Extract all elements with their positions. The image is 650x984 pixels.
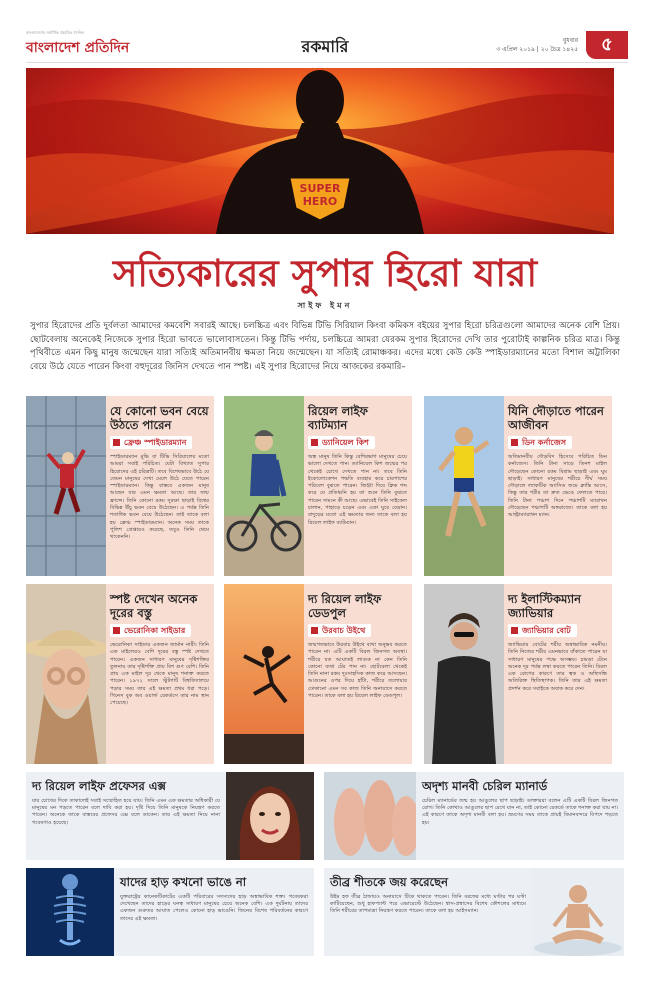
- woman-portrait-photo: [226, 772, 314, 860]
- woman-binocular-hands-photo: [26, 584, 106, 764]
- strip-text: চেরিল ম্যানার্ডের জন্ম হয় আঙুলের ছাপ ছাড়াই। ডাক্তাররা বলেন এটি একটি বিরল জিনগত রোগ। তিনি কোথাও আঙুলের ছাপ রেখে যান না, তাই কোনো রেকর্ডে তাকে শনাক্ত করা যায় না। এই কারণে তাকে অদৃশ্য মানবী বলা হয়। ভ্রমণের সময় তাকে প্রায়ই বিমানবন্দরে বিপদে পড়তে হয়।: [422, 798, 618, 826]
- card-tag: উরবাচ উইথে: [308, 624, 371, 637]
- fingertips-photo: [324, 772, 416, 860]
- article-byline: সাইফ ইমন: [297, 301, 353, 310]
- card-text: জ্যাভিয়ার বোটের শরীর অস্বাভাবিক নমনীয়। তিনি নিজের শরীর এমনভাবে বাঁকাতে পারেন যা সাধারণ মানুষের পক্ষে অসম্ভব। চামড়া টেনে অনেক দূর পর্যন্ত লম্বা করতে পারেন তিনি। বিরল এক রোগের কারণে তার ত্বক ও অস্থিসন্ধি অতিরিক্ত স্থিতিস্থাপক। তিনি তার এই ক্ষমতা প্রদর্শন করে সবাইকে অবাক করে দেন।: [508, 642, 607, 692]
- skeleton-xray-photo: [26, 868, 114, 956]
- card-text: স্পাইডারম্যান মুভি বা টিভি সিরিয়ালের মতো আমরা সবাই পরিচিত। যেটা বিখ্যাত সুপার হিরোদের এই চরিত্রটি। তবে বিশেষভাবে উঠে যে তেমন মানুষের দেখা মেলে উঠে যেতে পারেন স্পাইডারম্যান। কিন্তু বাস্তবে একজন মানুষ আছেন যার এমন ক্ষমতা আছে। তার জন্ম ফ্রান্সে। তিনি কোনো রকম সুরক্ষা ছাড়াই বিশ্বের বিভিন্ন উঁচু ভবন বেয়ে উঠেছেন। এ পর্যন্ত তিনি শতাধিক ভবন বেয়ে উঠেছেন। তাই তাকে বলা হয় ফ্রেঞ্চ স্পাইডারম্যান। অনেক সময় তাকে পুলিশ গ্রেপ্তারও করেছে, তবুও তিনি থেমে থাকেননি।: [110, 454, 209, 541]
- card-title: রিয়েল লাইফ ব্যাটম্যান: [308, 404, 368, 432]
- date-line: [496, 36, 578, 54]
- day-label: বুধবার: [562, 37, 578, 44]
- card-title: দ্য রিয়েল লাইফ ডেডপুল: [308, 592, 382, 620]
- strip-title: যাদের হাড় কখনো ভাঙে না: [120, 875, 247, 889]
- card-text: অতিমানবীয় দৌড়বিদ হিসেবে পরিচিত ডিন কর্নাজেস। তিনি টানা সাড়ে তিনশ মাইল দৌড়েছেন কোনো রকম বিশ্রাম ছাড়াই এবং ঘুম ছাড়াই। সাধারণ মানুষের শরীরে দীর্ঘ সময় দৌড়ালে ল্যাকটিক অ্যাসিড জমে ক্লান্তি আসে, কিন্তু তার শরীর তা দ্রুত ভেঙে ফেলতে পারে। তিনি টানা পঞ্চাশ দিনে পঞ্চাশটি ম্যারাথন দৌড়েছেন পঞ্চাশটি অঙ্গরাজ্যে। তাকে বলা হয় আল্ট্রাম্যারাথন ম্যান।: [508, 454, 607, 519]
- section-title: রকমারি: [301, 37, 349, 56]
- strip-professor-x: [26, 772, 314, 860]
- masthead: [0, 0, 650, 66]
- logo-tagline: বাংলাদেশের সর্বাধিক প্রচারিত দৈনিক: [26, 30, 84, 35]
- runner-photo: [424, 396, 504, 576]
- hero-badge-line2: HERO: [302, 195, 338, 208]
- meditating-man-photo: [532, 868, 624, 956]
- feature-card-runner: [424, 396, 612, 576]
- strip-text: উইম হফ তীব্র ঠান্ডায়ও অনায়াসে টিকে থাকতে পারেন। তিনি বরফের মধ্যে ঘণ্টার পর ঘণ্টা কাটিয়েছেন, শুধু হাফপ্যান্ট পরে এভারেস্টে উঠেছেন। শ্বাস-প্রশ্বাসের বিশেষ কৌশলের মাধ্যমে তিনি শরীরের তাপমাত্রা নিয়ন্ত্রণ করতে পারেন। তাকে বলা হয় আইসম্যান।: [330, 894, 526, 915]
- strip-cheryl: [324, 772, 624, 860]
- card-title: স্পষ্ট দেখেন অনেক দূরের বস্তু: [110, 592, 198, 620]
- strip-title: দ্য রিয়েল লাইফ প্রফেসর এক্স: [32, 779, 166, 793]
- man-portrait-photo: [424, 584, 504, 764]
- superhero-illustration: [26, 68, 614, 234]
- card-tag: ভেরোনিকা সাইডার: [110, 624, 191, 637]
- strip-text: যার চোখের দিকে তাকালেই সবাই সম্মোহিত হয়ে যায়। তিনি এমন এক ক্ষমতার অধিকারী যে মানুষের মন পড়তে পারেন বলে দাবি করা হয়। দৃষ্টি দিয়ে তিনি মানুষকে নিয়ন্ত্রণ করতে পারেন। অনেকে তাকে বাস্তবের প্রফেসর এক্স বলে ডাকেন। তার এই ক্ষমতা নিয়ে নানা গবেষণাও হয়েছে।: [32, 798, 220, 826]
- card-text: জন্মগতভাবে উরবাচ উইথে ব্যথা অনুভব করতে পারেন না। এটি একটি বিরল জিনগত অবস্থা। শরীরে যত আঘাতই লাগুক না কেন তিনি কোনো ব্যথা টের পান না। ছোটবেলা থেকেই তিনি নানা রকম দুঃসাহসিক কাজ করে আসছেন। আগুনের ওপর দিয়ে হাঁটা, শরীরে তলোয়ার ঢোকানো এমন সব কাজ তিনি অনায়াসে করতে পারেন। তাকে বলা হয় রিয়েল লাইফ ডেডপুল।: [308, 642, 407, 700]
- card-text: অন্ধ মানুষ তিনি কিন্তু বেশিরভাগ মানুষের চেয়ে ভালো দেখতে পান। ড্যানিয়েল কিশ জন্মের পর থেকেই চোখে দেখতে পান না। তবে তিনি ইকোলোকেশন পদ্ধতি ব্যবহার করে চারপাশের পরিবেশ বুঝতে পারেন। জিহ্বা দিয়ে ক্লিক শব্দ করে যে প্রতিধ্বনি হয় তা শুনে তিনি বুঝতে পারেন সামনে কী আছে। এভাবেই তিনি সাইকেল চালান, পাহাড়ে চড়েন এবং একা ঘুরে বেড়ান। বাদুড়ের মতো এই ক্ষমতার জন্য তাকে বলা হয় রিয়েল লাইফ ব্যাটম্যান।: [308, 454, 407, 526]
- strip-title: অদৃশ্য মানবী চেরিল ম্যানার্ড: [422, 779, 548, 793]
- feature-card-batman: [224, 396, 412, 576]
- article-headline: সত্যিকারের সুপার হিরো যারা: [112, 251, 538, 295]
- card-tag: জ্যাভিয়ার বোট: [508, 624, 577, 637]
- header-divider: [26, 62, 628, 63]
- card-title: যে কোনো ভবন বেয়ে উঠতে পারেন: [110, 404, 209, 432]
- strip-title: তীব্র শীতকে জয় করেছেন: [330, 875, 449, 889]
- feature-card-vision: [26, 584, 214, 764]
- card-tag: ড্যানিয়েল কিশ: [308, 436, 375, 449]
- page-number-badge: ৫: [586, 31, 628, 59]
- card-text: ভেরোনিকা সাইডার একজন জার্মান নারী। তিনি এক মাইলেরও বেশি দূরের বস্তু স্পষ্ট দেখতে পারেন। একজন সাধারণ মানুষের দৃষ্টিশক্তির তুলনায় তার দৃষ্টিশক্তি প্রায় বিশ গুণ বেশি। তিনি প্রায় এক মাইল দূর থেকে মানুষ শনাক্ত করতে পারেন। ১৯৭২ সালে স্টুটগার্ট বিশ্ববিদ্যালয়ে পড়ার সময় তার এই ক্ষমতা প্রথম ধরা পড়ে। গিনেস বুক অব ওয়ার্ল্ড রেকর্ডসে তার নাম স্থান পেয়েছে।: [110, 642, 209, 707]
- card-tag: ডিন কর্নাজেস: [508, 436, 572, 449]
- feature-card-deadpool: [224, 584, 412, 764]
- feature-card-elastic: [424, 584, 612, 764]
- date-label: ৩ এপ্রিল ২০১৯ | ২০ চৈত্র ১৪২৫: [496, 46, 578, 53]
- newspaper-logo[interactable]: বাংলাদেশ প্রতিদিন: [26, 40, 130, 56]
- card-title: যিনি দৌড়াতে পারেন আজীবন: [508, 404, 604, 432]
- climber-photo: [26, 396, 106, 576]
- jumping-silhouette-photo: [224, 584, 304, 764]
- strip-text: যুক্তরাষ্ট্রের কানেকটিকাটের একটি পরিবারের সদস্যদের হাড় অস্বাভাবিক শক্ত। গবেষকরা দেখেছেন তাদের হাড়ের ঘনত্ব সাধারণ মানুষের চেয়ে অনেক বেশি। এক দুর্ঘটনায় তাদের একজন গুরুতর আঘাত পেলেও কোনো হাড় ভাঙেনি। জিনের বিশেষ পরিবর্তনের কারণে তাদের এই ক্ষমতা।: [120, 894, 308, 922]
- card-tag: ফ্রেঞ্চ স্পাইডারম্যান: [110, 436, 192, 449]
- strip-iceman: [324, 868, 624, 956]
- hero-badge-line1: SUPER: [299, 182, 341, 195]
- hero-banner: [26, 68, 614, 234]
- strip-bones: [26, 868, 314, 956]
- feature-card-spiderman: [26, 396, 214, 576]
- card-title: দ্য ইলাস্টিকম্যান জ্যাভিয়ার: [508, 592, 581, 620]
- article-intro: সুপার হিরোদের প্রতি দুর্বলতা আমাদের কমবেশি সবারই আছে। চলচ্চিত্র এবং বিভিন্ন টিভি সিরিয়াল কিংবা কমিকস বইয়ের সুপার হিরো চরিত্রগুলো আমাদের অনেক বেশি প্রিয়। ছোটবেলায় অনেকেই নিজেকে সুপার হিরো ভাবতে ভালোবাসতেন। কিন্তু টিভি পর্দায়, চলচ্চিত্রে আমরা যেরকম সুপার হিরোদের দেখি তার পুরোটাই কাল্পনিক চরিত্র মাত্র। কিন্তু পৃথিবীতে এমন কিছু মানুষ জন্মেছেন যারা সত্যিই অতিমানবীয় ক্ষমতা নিয়ে জন্মেছেন। যা সত্যিই রোমাঞ্চকর। এদের মধ্যে কেউ কেউ স্পাইডারম্যানের মতো বিশাল অট্টালিকা বেয়ে উঠে যেতে পারেন কিংবা বহুদূরের জিনিস দেখতে পান স্পষ্ট। এই সুপার হিরোদের নিয়ে আজকের রকমারি–: [30, 321, 620, 372]
- cyclist-photo: [224, 396, 304, 576]
